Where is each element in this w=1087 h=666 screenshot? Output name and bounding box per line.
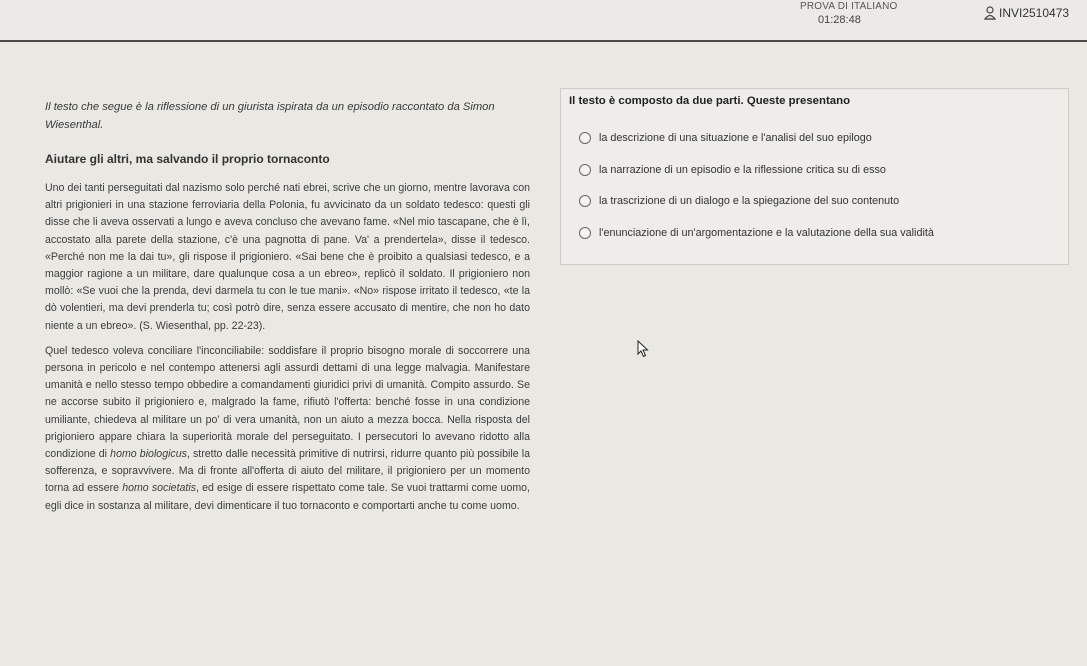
user-icon bbox=[984, 6, 996, 20]
student-info bbox=[984, 6, 1069, 20]
radio-button-c[interactable] bbox=[579, 195, 591, 207]
radio-button-d[interactable] bbox=[579, 227, 591, 239]
mouse-pointer-icon bbox=[637, 340, 649, 363]
answer-label-a: la descrizione di una situazione e l'analisi del suo epilogo bbox=[599, 132, 872, 144]
question-text: Il testo è composto da due parti. Queste presentano bbox=[569, 95, 851, 107]
answer-option-c[interactable] bbox=[579, 195, 899, 207]
answer-option-b[interactable] bbox=[579, 164, 886, 176]
answer-label-c: la trascrizione di un dialogo e la spiegazione del suo contenuto bbox=[599, 195, 900, 207]
answer-option-d[interactable] bbox=[579, 227, 934, 239]
exam-title: PROVA DI ITALIANO bbox=[800, 1, 898, 12]
radio-button-a[interactable] bbox=[579, 132, 591, 144]
paragraph-2-part-c: , ed esige di essere rispettato come tale. Se vuoi trattarmi come uomo, egli dice in sostanza al militare, devi dimenticare il tuo tornaconto e comportarti anche tu come uomo. bbox=[45, 482, 530, 512]
answer-label-b: la narrazione di un episodio e la riflessione critica su di esso bbox=[599, 164, 886, 176]
top-bar bbox=[0, 0, 1087, 42]
exam-timer: 01:28:48 bbox=[818, 14, 861, 26]
paragraph-2-part-b: , stretto dalle necessità primitive di nutrirsi, ridurre quanto più possibile la sofferenza, e sopravvivere. Ma di fronte all'offerta di aiuto del militare, il prigioniero per un momento torna ad essere bbox=[45, 448, 530, 495]
student-id: INVI2510473 bbox=[999, 6, 1070, 20]
term-homo-biologicus: homo biologicus bbox=[110, 448, 187, 461]
answer-label-d: l'enunciazione di un'argomentazione e la valutazione della sua validità bbox=[599, 227, 934, 239]
reading-passage bbox=[45, 98, 530, 523]
passage-paragraph-2 bbox=[45, 343, 530, 515]
passage-paragraph-1: Uno dei tanti perseguitati dal nazismo solo perché nati ebrei, scrive che un giorno, mentre lavorava con altri prigionieri in una stazione ferroviaria della Polonia, fu avvicinato da un soldato tedesco: questi gli disse che li aveva osservati a lungo e aveva concluso che avevano fame. «Nel mio tascapane, che è lì, accostato alla parete della stazione, c'è una pagnotta di pane. Va' a prendertela», disse il tedesco. «Perché non me la dai tu», gli rispose il prigioniero. «Sai bene che è proibito a qualsiasi tedesco, e a maggior ragione a un militare, dare qualunque cosa a un ebreo», replicò il soldato. Il prigioniero non mollò: «Se vuoi che la prenda, devi darmela tu con le tue mani». «No» rispose irritato il tedesco, «te la dò volentieri, ma devi prenderla tu; così potrò dire, senza essere accusato di mentire, che non ho dato niente a un ebreo». (S. Wiesenthal, pp. 22-23). bbox=[45, 182, 530, 332]
paragraph-2-part-a: Quel tedesco voleva conciliare l'inconciliabile: soddisfare il proprio bisogno morale di soccorrere una persona in pericolo e nel contempo attenersi agli assurdi dettami di una legge malvagia. Manifestare umanità e nello stesso tempo obbedire a comandamenti giuridici privi di umanità. Compito assurdo. Se ne accorse subito il prigioniero e, malgrado la fame, rifiutò l'offerta: benché fosse in una condizione umiliante, chiedeva al militare un po' di vera umanità, non un aiuto a mezza bocca. Nella risposta del prigioniero appare chiara la superiorità morale del perseguitato. I persecutori lo avevano ridotto alla condizione di bbox=[45, 344, 530, 461]
passage-title: Aiutare gli altri, ma salvando il proprio tornaconto bbox=[45, 152, 330, 166]
question-panel bbox=[560, 88, 1069, 265]
passage-intro: Il testo che segue è la riflessione di un giurista ispirata da un episodio raccontato da Simon Wiesenthal. bbox=[45, 101, 495, 131]
term-homo-societatis: homo societatis bbox=[122, 482, 196, 495]
radio-button-b[interactable] bbox=[579, 164, 591, 176]
answer-option-a[interactable] bbox=[579, 132, 872, 144]
